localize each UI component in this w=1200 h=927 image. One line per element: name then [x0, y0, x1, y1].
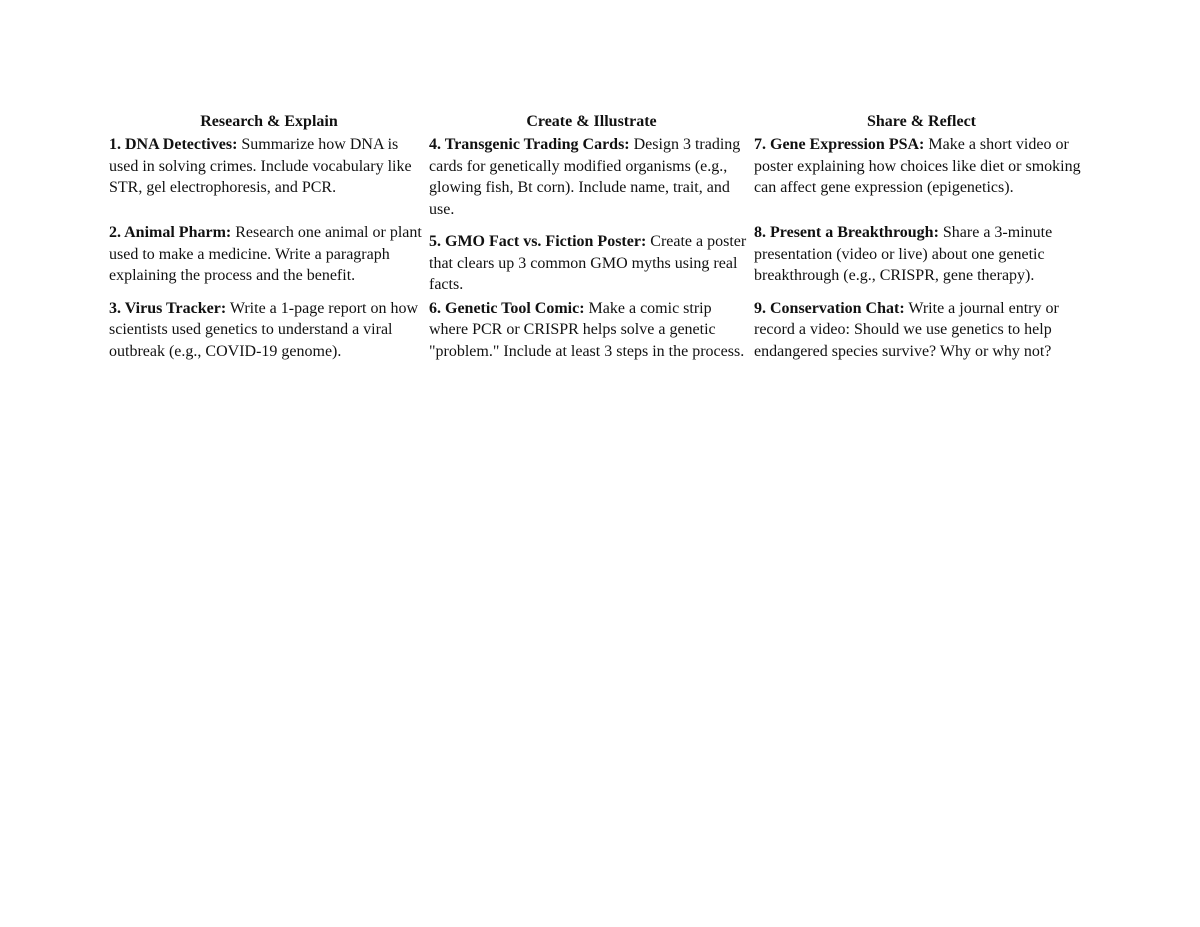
choice-item-label: 4. Transgenic Trading Cards: [429, 136, 630, 153]
choice-item-label: 6. Genetic Tool Comic: [429, 299, 585, 317]
choice-item-4 [429, 134, 754, 220]
choice-item-label: 7. Gene Expression PSA: [754, 136, 925, 153]
choice-board [109, 111, 1089, 364]
choice-item-9 [754, 298, 1089, 363]
choice-item-text: Design 3 trading cards for genetically modified organisms (e.g., glowing fish, Bt corn). Include name, trait, and use. [429, 136, 741, 218]
choice-item-label: 9. Conservation Chat: [754, 299, 905, 317]
choice-item-8 [754, 222, 1089, 296]
choice-item-text: Summarize how DNA is used in solving crimes. Include vocabulary like STR, gel electrophoresis, and PCR. [109, 136, 412, 196]
choice-item-7 [754, 134, 1089, 220]
choice-item-5 [429, 222, 754, 296]
choice-item-label: 2. Animal Pharm: [109, 224, 232, 241]
choice-item-text: Share a 3-minute presentation (video or live) about one genetic breakthrough (e.g., CRISPR, gene therapy). [754, 224, 1053, 284]
choice-item-text: Make a comic strip where PCR or CRISPR helps solve a genetic "problem." Include at least 3 steps in the process. [429, 299, 745, 360]
choice-item-label: 8. Present a Breakthrough: [754, 224, 939, 241]
choice-item-label: 5. GMO Fact vs. Fiction Poster: [429, 233, 647, 250]
choice-item-text: Write a journal entry or record a video: Should we use genetics to help endangered species survive? Why or why not? [754, 299, 1059, 360]
column-header-share: Share & Reflect [867, 113, 976, 130]
column-header-research: Research & Explain [200, 113, 338, 130]
choice-item-text: Write a 1-page report on how scientists used genetics to understand a viral outbreak (e.g., COVID-19 genome). [109, 299, 419, 360]
choice-item-label: 3. Virus Tracker: [109, 299, 227, 317]
choice-item-1 [109, 134, 429, 220]
choice-item-text: Create a poster that clears up 3 common GMO myths using real facts. [429, 233, 747, 293]
choice-item-label: 1. DNA Detectives: [109, 136, 238, 153]
column-header-create: Create & Illustrate [526, 113, 657, 130]
choice-item-3 [109, 298, 429, 363]
choice-item-text: Research one animal or plant used to make a medicine. Write a paragraph explaining the process and the benefit. [109, 224, 422, 284]
choice-item-2 [109, 222, 429, 296]
choice-item-text: Make a short video or poster explaining how choices like diet or smoking can affect gene expression (epigenetics). [754, 136, 1081, 196]
choice-item-6 [429, 298, 754, 363]
